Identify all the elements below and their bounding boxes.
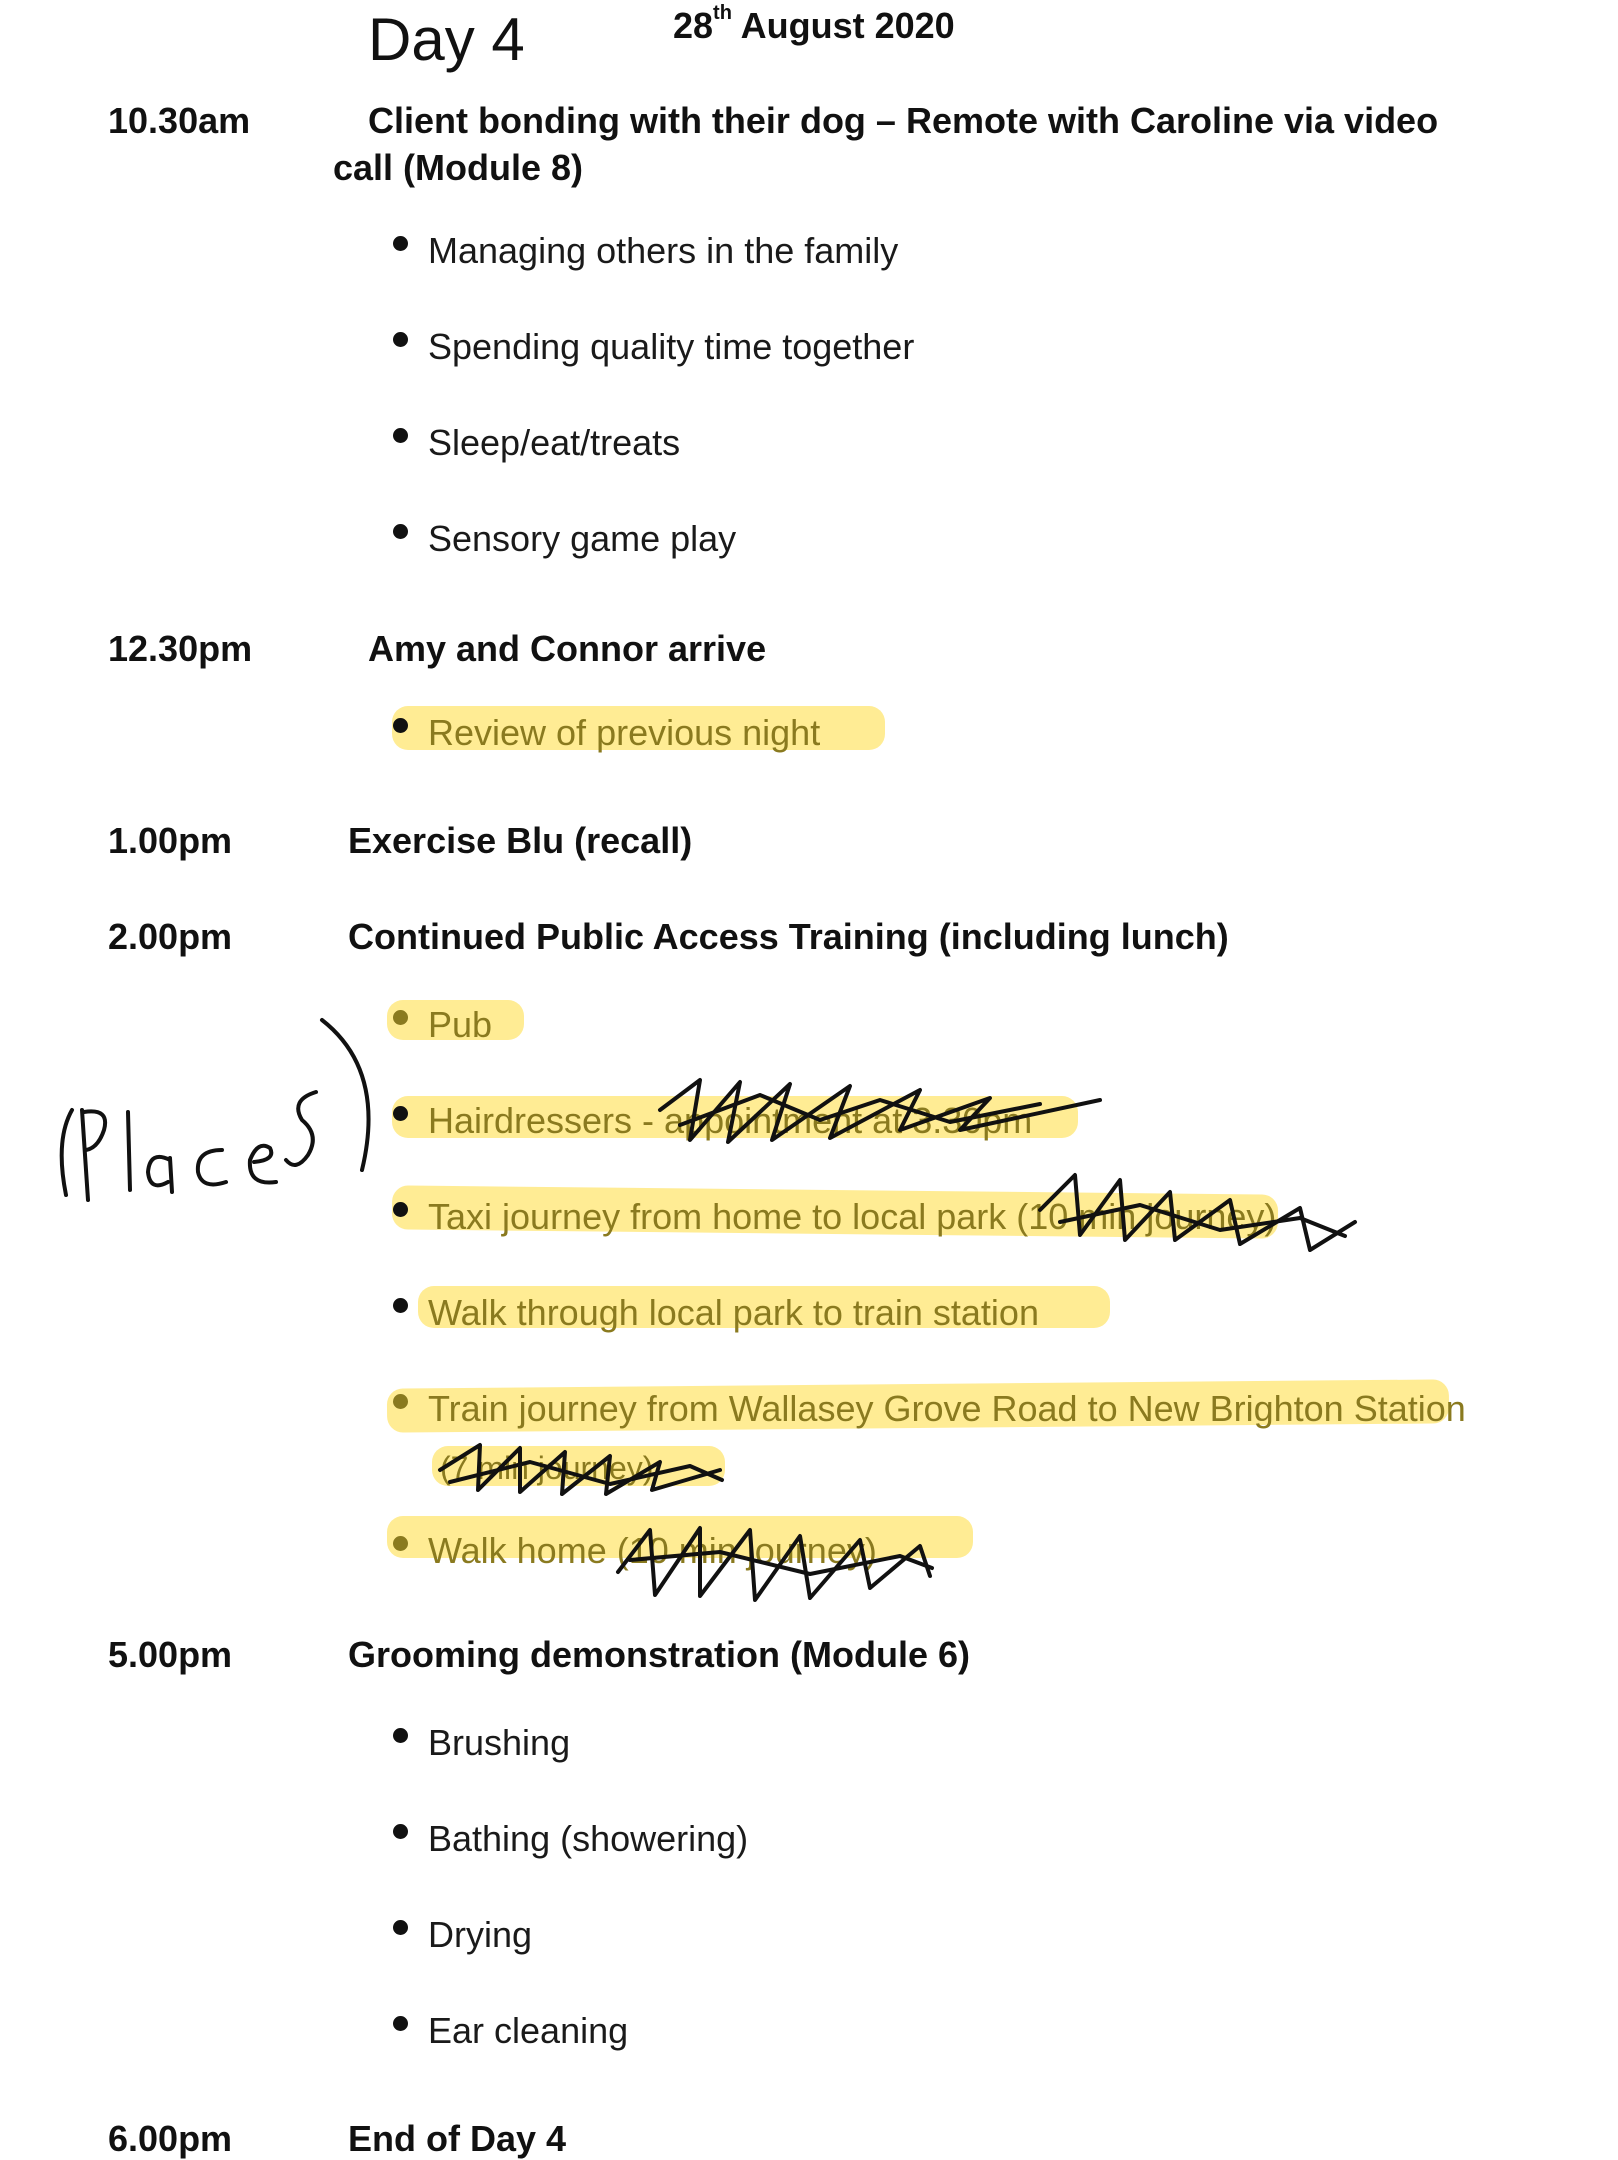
list-item-continuation-highlighted: (7 min journey) [440, 1450, 654, 1486]
bullet-dot [393, 1824, 408, 1839]
list-item: Sensory game play [428, 518, 737, 559]
bullet-dot [393, 1728, 408, 1743]
bullet-dot [393, 1298, 408, 1313]
list-item: Drying [428, 1914, 533, 1955]
time-200pm: 2.00pm [108, 916, 233, 957]
bullet-dot [393, 1202, 408, 1217]
heading-public-access: Continued Public Access Training (including lunch) [348, 916, 1229, 957]
time-1230pm: 12.30pm [108, 628, 253, 669]
list-item: Ear cleaning [428, 2010, 629, 2051]
list-item: Managing others in the family [428, 230, 899, 271]
list-item: Sleep/eat/treats [428, 422, 681, 463]
date-day: 28 [673, 5, 714, 46]
date [673, 2, 955, 47]
bullet-dot [393, 718, 408, 733]
bullet-dot [393, 1010, 408, 1025]
bullet-dot [393, 1106, 408, 1121]
date-rest: August 2020 [740, 5, 955, 46]
bullet-dot [393, 236, 408, 251]
time-600pm: 6.00pm [108, 2118, 233, 2159]
bullet-dot [393, 1920, 408, 1935]
heading-amy-connor: Amy and Connor arrive [368, 628, 767, 669]
list-item-highlighted: Pub [428, 1004, 493, 1045]
list-item: Spending quality time together [428, 326, 915, 367]
date-suffix: th [713, 2, 732, 24]
time-1030am: 10.30am [108, 100, 251, 141]
bullet-dot [393, 1394, 408, 1409]
list-item-highlighted: Walk home (10 min journey) [428, 1530, 877, 1571]
heading-end-of-day: End of Day 4 [348, 2118, 567, 2159]
heading-client-bonding-line2: call (Module 8) [333, 147, 584, 188]
list-item-highlighted: Taxi journey from home to local park (10 min journey) [428, 1196, 1277, 1237]
time-500pm: 5.00pm [108, 1634, 233, 1675]
day-title: Day 4 [368, 6, 525, 73]
bullet-dot [393, 332, 408, 347]
heading-client-bonding-line1: Client bonding with their dog – Remote with Caroline via video [368, 100, 1439, 141]
list-item-highlighted: Hairdressers - appointment at 3.30pm [428, 1100, 1033, 1141]
list-item: Brushing [428, 1722, 571, 1763]
handwritten-note-places [62, 1020, 369, 1200]
heading-grooming: Grooming demonstration (Module 6) [348, 1634, 970, 1675]
bullet-dot [393, 524, 408, 539]
heading-exercise-blu: Exercise Blu (recall) [348, 820, 693, 861]
bullet-dot [393, 2016, 408, 2031]
bullet-dot [393, 1536, 408, 1551]
list-item: Bathing (showering) [428, 1818, 749, 1859]
time-100pm: 1.00pm [108, 820, 233, 861]
bullet-dot [393, 428, 408, 443]
list-item-highlighted: Review of previous night [428, 712, 821, 753]
list-item-highlighted: Train journey from Wallasey Grove Road to New Brighton Station [428, 1388, 1466, 1429]
list-item-highlighted: Walk through local park to train station [428, 1292, 1039, 1333]
